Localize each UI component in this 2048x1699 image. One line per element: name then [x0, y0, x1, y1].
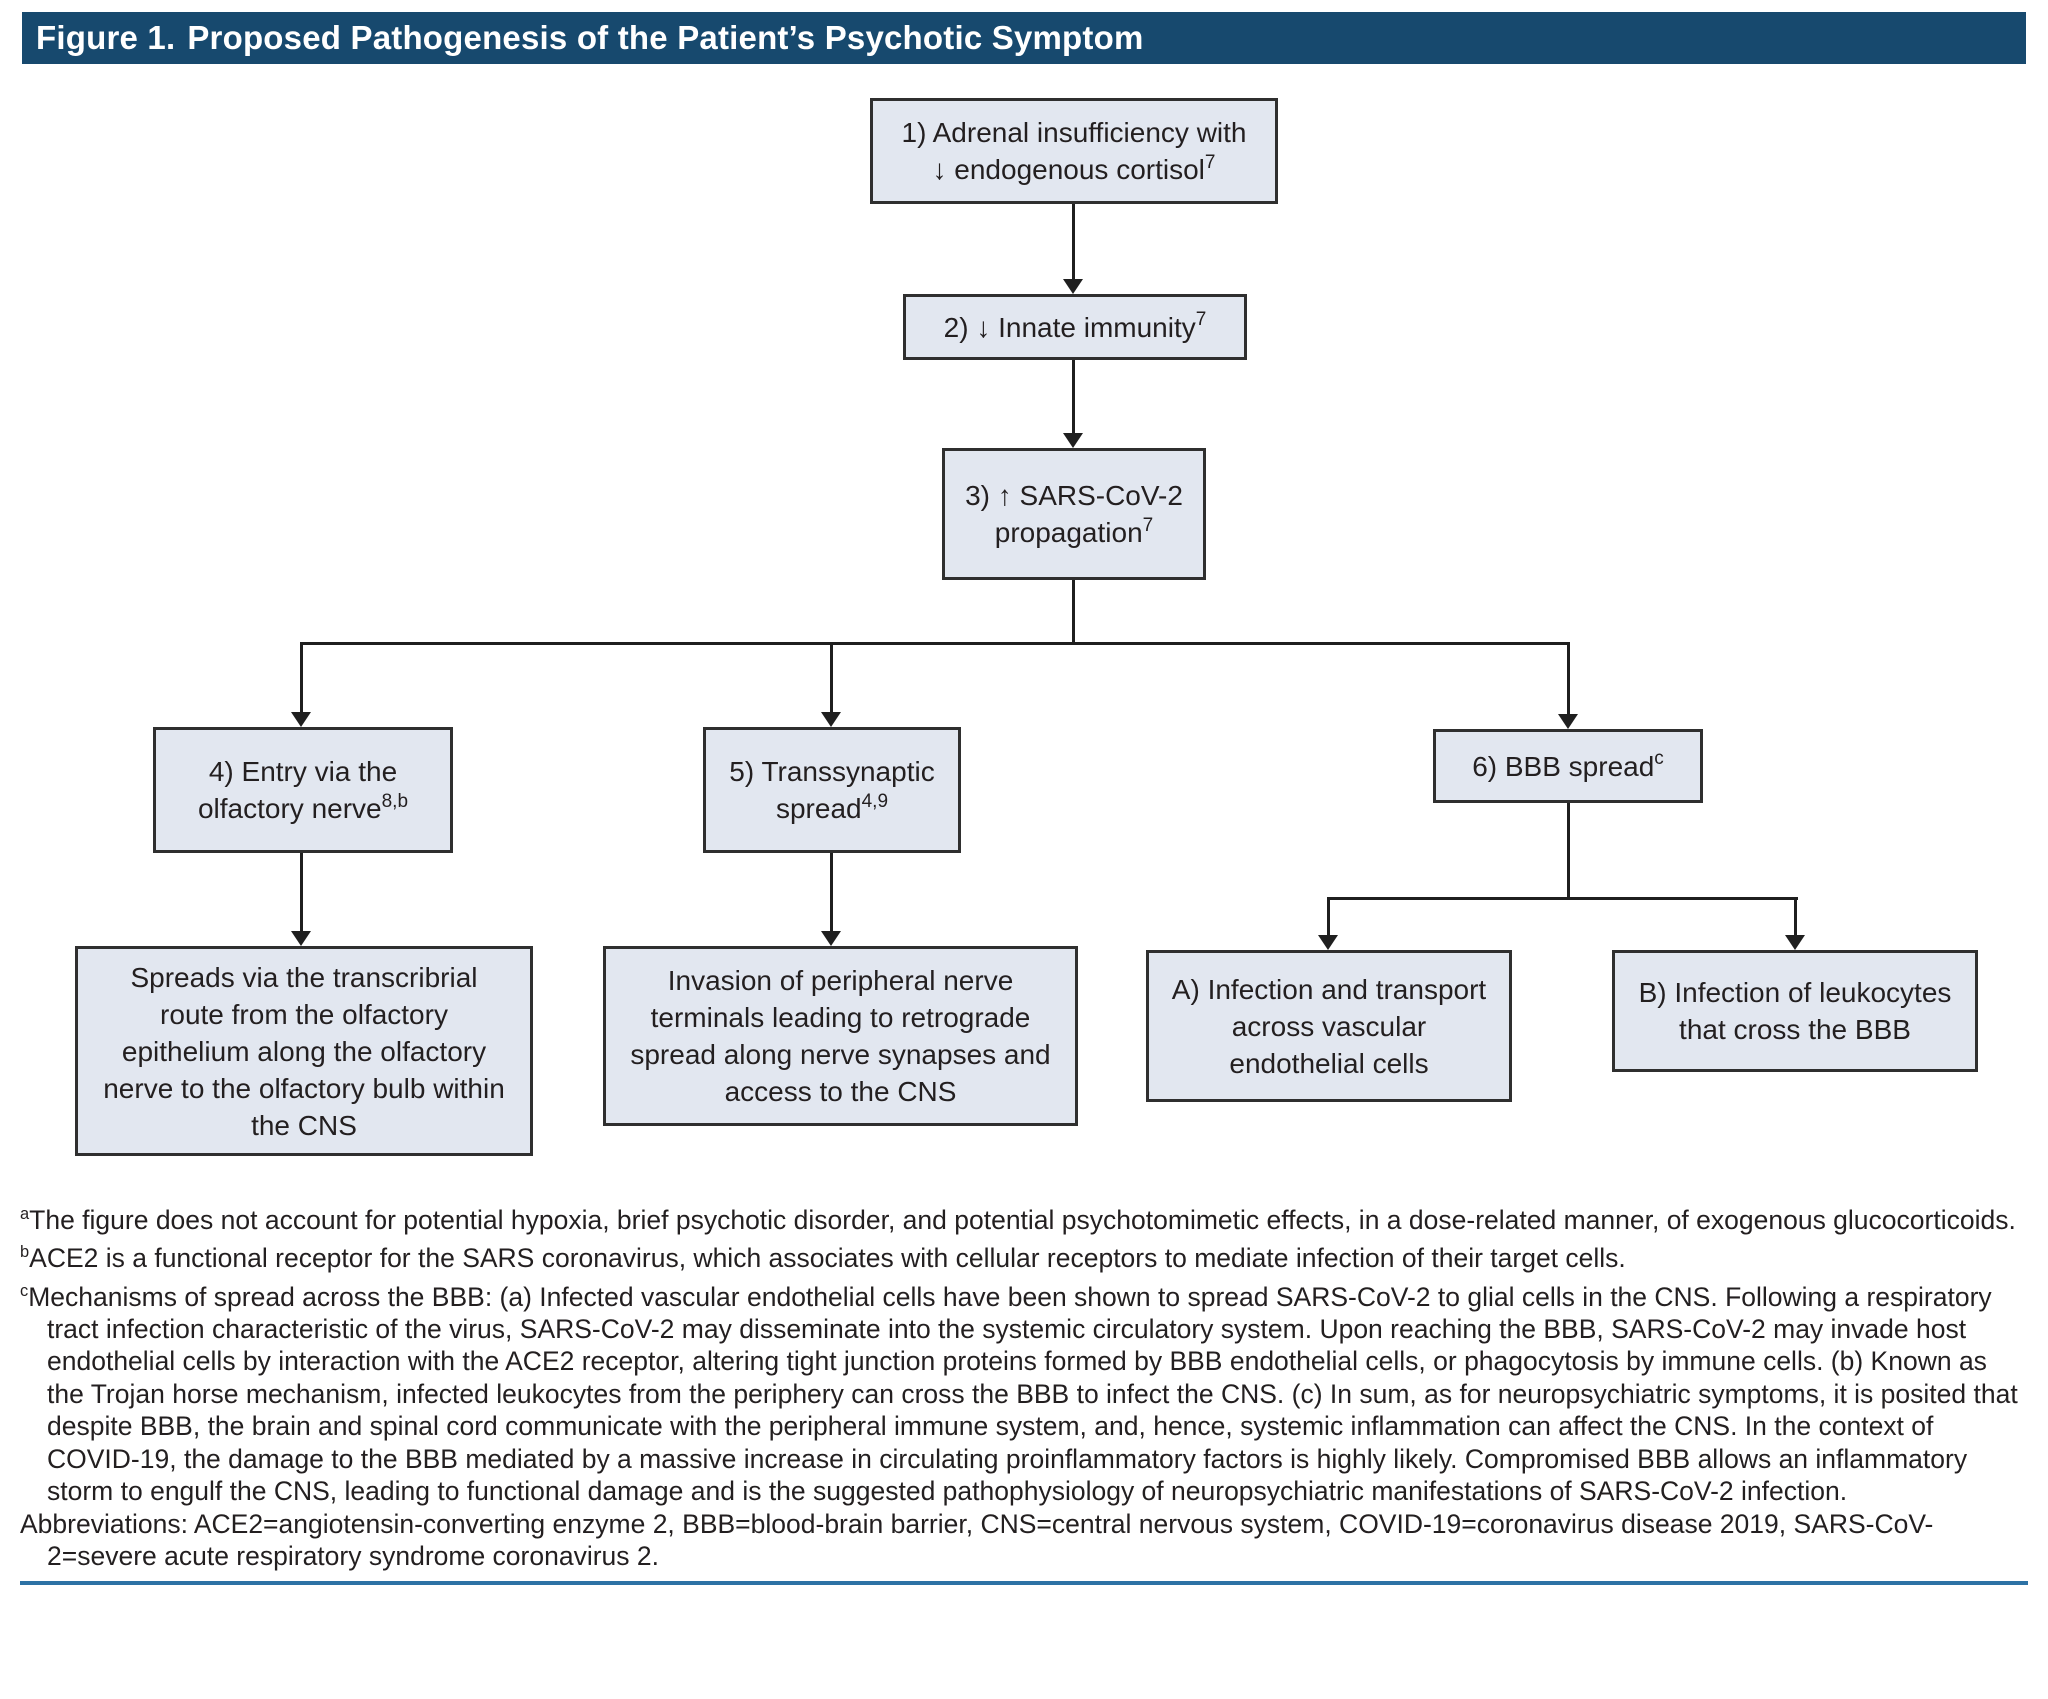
node-bbb-spread — [1433, 729, 1703, 803]
node-text — [995, 514, 1153, 551]
connector-line — [1794, 897, 1797, 937]
reference-superscript: 7 — [1195, 309, 1207, 331]
arrowhead-down-icon — [1785, 935, 1805, 950]
node-text: B) Infection of leukocytes that cross the BBB — [1638, 977, 1952, 1045]
connector-line — [301, 642, 1570, 645]
arrowhead-down-icon — [1063, 279, 1083, 294]
node-text-line: 4) Entry via the — [208, 756, 398, 787]
arrowhead-down-icon — [1558, 714, 1578, 729]
pathogenesis-flowchart — [0, 64, 2048, 1196]
node-text: A) Infection and transport across vascular endothelial cells — [1171, 973, 1487, 1079]
footnote-text: The figure does not account for potential hypoxia, brief psychotic disorder, and potential psychotomimetic effects, in a dose-related manner, of exogenous glucocorticoids. — [29, 1204, 2016, 1235]
node-leukocyte-infection — [1612, 950, 1978, 1072]
arrowhead-down-icon — [1318, 935, 1338, 950]
node-transcribrial-route-detail — [75, 946, 533, 1156]
node-sars-cov-2-propagation — [942, 448, 1206, 580]
node-endothelial-infection — [1146, 950, 1512, 1102]
figure-title: Proposed Pathogenesis of the Patient’s Psychotic Symptom — [187, 19, 1144, 56]
node-text — [1472, 748, 1664, 785]
reference-superscript: 8,b — [381, 790, 409, 812]
node-text-line: 1) Adrenal insufficiency with — [901, 117, 1247, 148]
connector-line — [830, 853, 833, 933]
figure-title-bar — [22, 12, 2026, 64]
reference-superscript: 4,9 — [861, 790, 889, 812]
node-adrenal-insufficiency — [870, 98, 1278, 204]
connector-line — [1567, 642, 1570, 717]
arrowhead-down-icon — [821, 931, 841, 946]
node-text-line: spread — [775, 793, 862, 824]
footnote-a — [20, 1198, 2028, 1236]
connector-line — [300, 853, 303, 933]
footnote-marker: a — [20, 1205, 30, 1223]
connector-line — [1567, 803, 1570, 899]
footnote-c — [20, 1275, 2028, 1508]
node-text-line: 5) Transsynaptic — [729, 756, 935, 787]
node-peripheral-nerve-invasion-detail — [603, 946, 1078, 1126]
arrowhead-down-icon — [291, 931, 311, 946]
node-text — [729, 753, 934, 790]
node-text: Invasion of peripheral nerve terminals leading to retrograde spread along nerve synapses and access to the CNS — [630, 965, 1051, 1107]
node-text-line: 6) BBB spread — [1472, 750, 1655, 782]
footnote-b — [20, 1236, 2028, 1274]
reference-superscript: c — [1654, 748, 1664, 770]
arrowhead-down-icon — [291, 712, 311, 727]
figure-number: Figure 1. — [36, 19, 176, 56]
connector-line — [1328, 897, 1798, 900]
node-text — [933, 151, 1216, 188]
arrowhead-down-icon — [1063, 433, 1083, 448]
footnote-text: Abbreviations: ACE2=angiotensin-converting enzyme 2, BBB=blood-brain barrier, CNS=central nervous system, COVID-19=coronavirus disease 2019, SARS-CoV-2=severe acute respiratory syndrome coronavirus 2. — [20, 1508, 1934, 1572]
node-text — [776, 790, 888, 827]
node-text-line: 3) ↑ SARS-CoV-2 — [965, 480, 1183, 511]
connector-line — [300, 642, 303, 715]
node-text-line: olfactory nerve — [197, 793, 382, 824]
reference-superscript: 7 — [1142, 514, 1154, 536]
connector-line — [1327, 897, 1330, 937]
node-transsynaptic-spread — [703, 727, 961, 853]
arrowhead-down-icon — [821, 712, 841, 727]
node-innate-immunity — [903, 294, 1247, 360]
node-text — [965, 477, 1183, 514]
node-text — [902, 114, 1247, 151]
connector-line — [830, 642, 833, 715]
node-text: Spreads via the transcribrial route from the olfactory epithelium along the olfactory nerve to the olfactory bulb within the CNS — [103, 961, 505, 1141]
footnote-marker: c — [20, 1281, 29, 1300]
node-text-line: 2) ↓ Innate immunity — [943, 311, 1196, 343]
connector-line — [1072, 360, 1075, 436]
connector-line — [1072, 204, 1075, 282]
node-text — [198, 790, 408, 827]
footnote-text: Mechanisms of spread across the BBB: (a) Infected vascular endothelial cells have been shown to spread SARS-CoV-2 to glial cells in the CNS. Following a respiratory tract infection characteristic of the virus, SARS-CoV-2 may disseminate into the systemic circulatory system. Upon reaching the BBB, SARS-CoV-2 may invade host endothelial cells by interaction with the ACE2 receptor, altering tight junction proteins formed by BBB endothelial cells, or phagocytosis by immune cells. (b) Known as the Trojan horse mechanism, infected leukocytes from the periphery can cross the BBB to infect the CNS. (c) In sum, as for neuropsychiatric symptoms, it is posited that despite BBB, the brain and spinal cord communicate with the peripheral immune system, and, hence, systemic inflammation can affect the CNS. In the context of COVID-19, the damage to the BBB mediated by a massive increase in circulating proinflammatory factors is highly likely. Compromised BBB allows an inflammatory storm to engulf the CNS, leading to functional damage and is the suggested pathophysiology of neuropsychiatric manifestations of SARS-CoV-2 infection. — [28, 1281, 2018, 1507]
footnote-text: ACE2 is a functional receptor for the SARS coronavirus, which associates with cellular receptors to mediate infection of their target cells. — [29, 1243, 1626, 1274]
footnote-marker: b — [20, 1243, 30, 1262]
node-text-line: propagation — [994, 517, 1143, 548]
node-text-line: ↓ endogenous cortisol — [932, 154, 1205, 185]
bottom-rule — [20, 1581, 2028, 1585]
connector-line — [1072, 580, 1075, 644]
node-text — [209, 753, 397, 790]
node-text — [944, 309, 1207, 346]
reference-superscript: 7 — [1204, 151, 1216, 173]
footnotes — [20, 1198, 2028, 1573]
footnote-abbreviations — [20, 1508, 2028, 1573]
node-olfactory-nerve-entry — [153, 727, 453, 853]
